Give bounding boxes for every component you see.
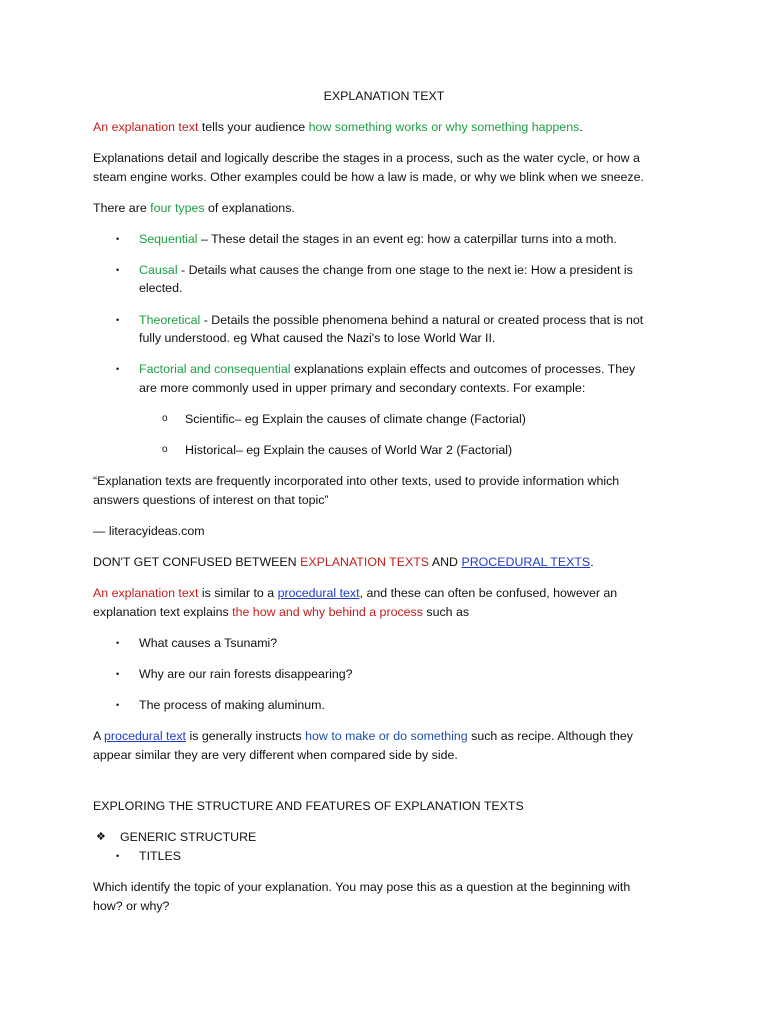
example-item: Historical– eg Explain the causes of World War 2 (Factorial) [185,443,513,457]
intro-term: An explanation text [93,120,199,134]
quote-line: “Explanation texts are frequently incorporated into other texts, used to provide information which [93,474,620,488]
type-desc: – These detail the stages in an event eg: how a caterpillar turns into a moth. [197,232,617,246]
final-line: how? or why? [93,899,170,913]
procedural-text-link[interactable]: procedural text [104,729,186,743]
paragraph-line: steam engine works. Other examples could be how a law is made, or why we blink when we sneeze. [93,170,644,184]
paragraph-line: Explanations detail and logically describe the stages in a process, such as the water cycle, or how a [93,151,640,165]
comparison-heading [93,554,594,570]
section-heading: EXPLORING THE STRUCTURE AND FEATURES OF EXPLANATION TEXTS [93,799,524,813]
procedural-text: A [93,729,105,743]
type-desc: - Details what causes the change from one stage to the next ie: How a president is [177,263,633,277]
procedural-line: appear similar they are very different when compared side by side. [93,748,458,762]
type-desc: explanations explain effects and outcomes of processes. They [290,362,636,376]
intro-text: tells your audience [198,120,309,134]
type-item-causal [139,262,633,278]
bullet-icon: • [116,364,120,374]
types-intro [93,200,295,216]
bullet-icon: • [116,315,120,325]
circle-bullet-icon: o [162,444,168,455]
type-desc-continued: are more commonly used in upper primary and secondary contexts. For example: [139,381,586,395]
compare-term: An explanation text [93,586,199,600]
compare-text: such as [422,605,470,619]
procedural-text: such as recipe. Although they [467,729,634,743]
type-name: Sequential [139,232,198,246]
types-intro-text: There are [93,201,151,215]
compare-text: explanation text explains [93,605,233,619]
bullet-icon: • [116,265,120,275]
quote-source: — literacyideas.com [93,524,205,538]
type-item-factorial [139,361,635,377]
bullet-icon: • [116,700,120,710]
type-desc: - Details the possible phenomena behind a natural or created process that is not [200,313,644,327]
heading-text: DON'T GET CONFUSED BETWEEN [93,555,301,569]
example-item: Scientific– eg Explain the causes of climate change (Factorial) [185,412,526,426]
circle-bullet-icon: o [162,413,168,424]
generic-structure-item: GENERIC STRUCTURE [120,830,257,844]
final-line: Which identify the topic of your explanation. You may pose this as a question at the beginning with [93,880,631,894]
compare-highlight: the how and why behind a process [232,605,423,619]
procedural-texts-link[interactable]: PROCEDURAL TEXTS [461,555,591,569]
bullet-icon: • [116,851,120,861]
intro-line [93,119,583,135]
type-name: Causal [139,263,178,277]
compare-line [93,585,617,601]
question-item: The process of making aluminum. [139,698,325,712]
procedural-highlight: how to make or do something [305,729,468,743]
intro-end: . [579,120,583,134]
type-item-sequential [139,231,617,247]
compare-text: is similar to a [198,586,278,600]
heading-and: AND [429,555,462,569]
bullet-icon: • [116,669,120,679]
procedural-text-link[interactable]: procedural text [277,586,360,600]
procedural-line [93,728,633,744]
quote-line: answers questions of interest on that topic” [93,493,329,507]
bullet-icon: • [116,234,120,244]
type-name: Factorial and consequential [139,362,291,376]
types-intro-end: of explanations. [204,201,295,215]
type-desc-continued: elected. [139,281,183,295]
bullet-icon: • [116,638,120,648]
heading-explanation: EXPLANATION TEXTS [300,555,430,569]
titles-item: TITLES [139,849,181,863]
document-title: EXPLANATION TEXT [323,89,445,103]
question-item: What causes a Tsunami? [139,636,278,650]
type-desc-continued: fully understood. eg What caused the Nazi's to lose World War II. [139,331,496,345]
question-item: Why are our rain forests disappearing? [139,667,353,681]
compare-text: , and these can often be confused, however an [359,586,618,600]
type-item-theoretical [139,312,643,328]
type-name: Theoretical [139,313,201,327]
types-intro-highlight: four types [150,201,205,215]
procedural-text: is generally instructs [186,729,306,743]
heading-end: . [590,555,594,569]
compare-line [93,604,469,620]
intro-highlight: how something works or why something happens [308,120,580,134]
diamond-bullet-icon: ❖ [96,831,106,843]
